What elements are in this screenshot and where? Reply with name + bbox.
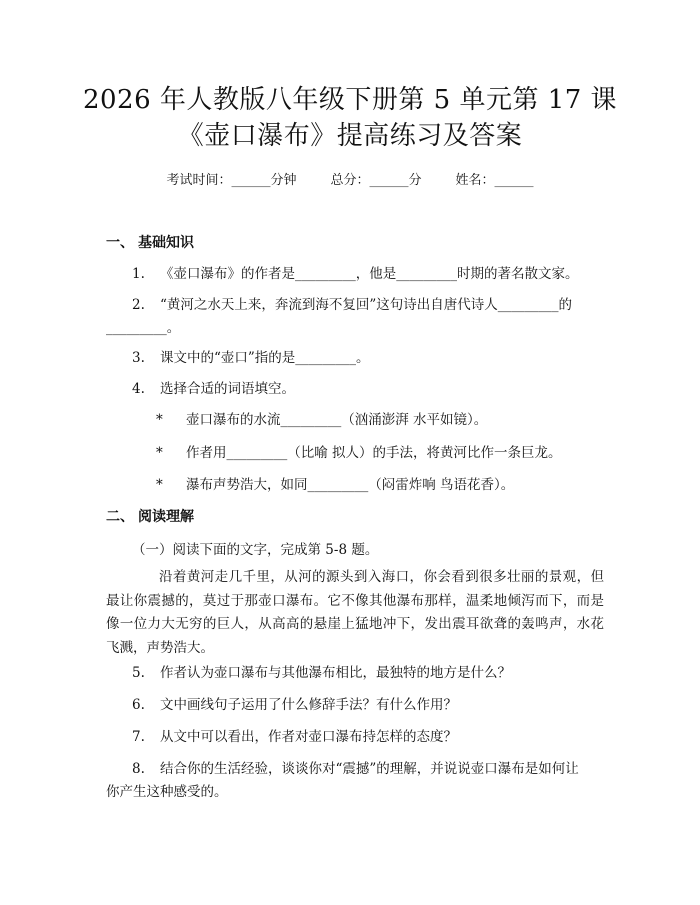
- section-heading-reading: [106, 506, 194, 526]
- question-text: 从文中可以看出，作者对壶口瀑布持怎样的态度？: [160, 729, 457, 745]
- question-number: 8.: [132, 761, 145, 777]
- exam-info-line: [0, 169, 700, 188]
- section-heading-basics: [106, 232, 194, 252]
- option-text: 作者用_________（比喻 拟人）的手法，将黄河比作一条巨龙。: [186, 445, 562, 461]
- question-2-continuation: _________。: [106, 320, 181, 336]
- question-3: [132, 346, 370, 366]
- question-7: [132, 725, 457, 745]
- page-title-line1: 2026 年人教版八年级下册第 5 单元第 17 课: [82, 85, 618, 115]
- question-number: 5.: [132, 665, 145, 681]
- total-score-field: 总分：______分: [330, 173, 422, 188]
- question-text: 结合你的生活经验，谈谈你对“震撼”的理解，并说说壶口瀑布是如何让: [160, 761, 579, 777]
- question-number: 3.: [132, 350, 145, 366]
- question-6: [132, 693, 457, 713]
- question-number: 4.: [132, 381, 145, 397]
- section-title: 阅读理解: [138, 509, 194, 525]
- section-title: 基础知识: [138, 235, 194, 251]
- question-5: [132, 661, 511, 681]
- bullet-star: *: [156, 445, 163, 461]
- question-4: [132, 377, 295, 397]
- question-text: 作者认为壶口瀑布与其他瀑布相比，最独特的地方是什么？: [160, 665, 511, 681]
- bullet-star: *: [156, 412, 163, 428]
- reading-intro: （一）阅读下面的文字，完成第 5-8 题。: [132, 542, 379, 558]
- option-item: [156, 473, 514, 493]
- question-8: [132, 757, 579, 777]
- question-number: 1.: [132, 266, 145, 282]
- page-title-line2: 《壶口瀑布》提高练习及答案: [177, 121, 523, 151]
- question-text: 选择合适的词语填空。: [160, 381, 295, 397]
- student-name-field: 姓名：______: [455, 173, 534, 188]
- option-item: [156, 408, 487, 428]
- question-text: “黄河之水天上来，奔流到海不复回”这句诗出自唐代诗人_________的: [160, 297, 573, 313]
- question-number: 2.: [132, 297, 145, 313]
- bullet-star: *: [156, 477, 163, 493]
- exam-time-field: 考试时间：______分钟: [166, 173, 297, 188]
- question-number: 7.: [132, 729, 145, 745]
- section-number: 一、: [106, 235, 134, 251]
- option-item: [156, 441, 562, 461]
- question-1: [132, 262, 579, 282]
- section-number: 二、: [106, 509, 134, 525]
- option-text: 瀑布声势浩大，如同_________（闷雷炸响 鸟语花香）。: [186, 477, 515, 493]
- question-2: [132, 293, 572, 313]
- question-number: 6.: [132, 697, 145, 713]
- question-8-continuation: 你产生这种感受的。: [106, 784, 228, 800]
- question-text: 文中画线句子运用了什么修辞手法？有什么作用？: [160, 697, 457, 713]
- question-text: 课文中的“壶口”指的是_________。: [160, 350, 370, 366]
- reading-passage: 沿着黄河走几千里，从河的源头到入海口，你会看到很多壮丽的景观，但最让你震撼的，莫过于那壶口瀑布。它不像其他瀑布那样，温柔地倾泻而下，而是像一位力大无穷的巨人，从高高的悬崖上猛地冲下，发出震耳欲聋的轰鸣声，水花飞溅，声势浩大。: [106, 569, 604, 656]
- question-text: 《壶口瀑布》的作者是_________，他是_________时期的著名散文家。: [160, 266, 579, 282]
- option-text: 壶口瀑布的水流_________（汹涌澎湃 水平如镜）。: [186, 412, 488, 428]
